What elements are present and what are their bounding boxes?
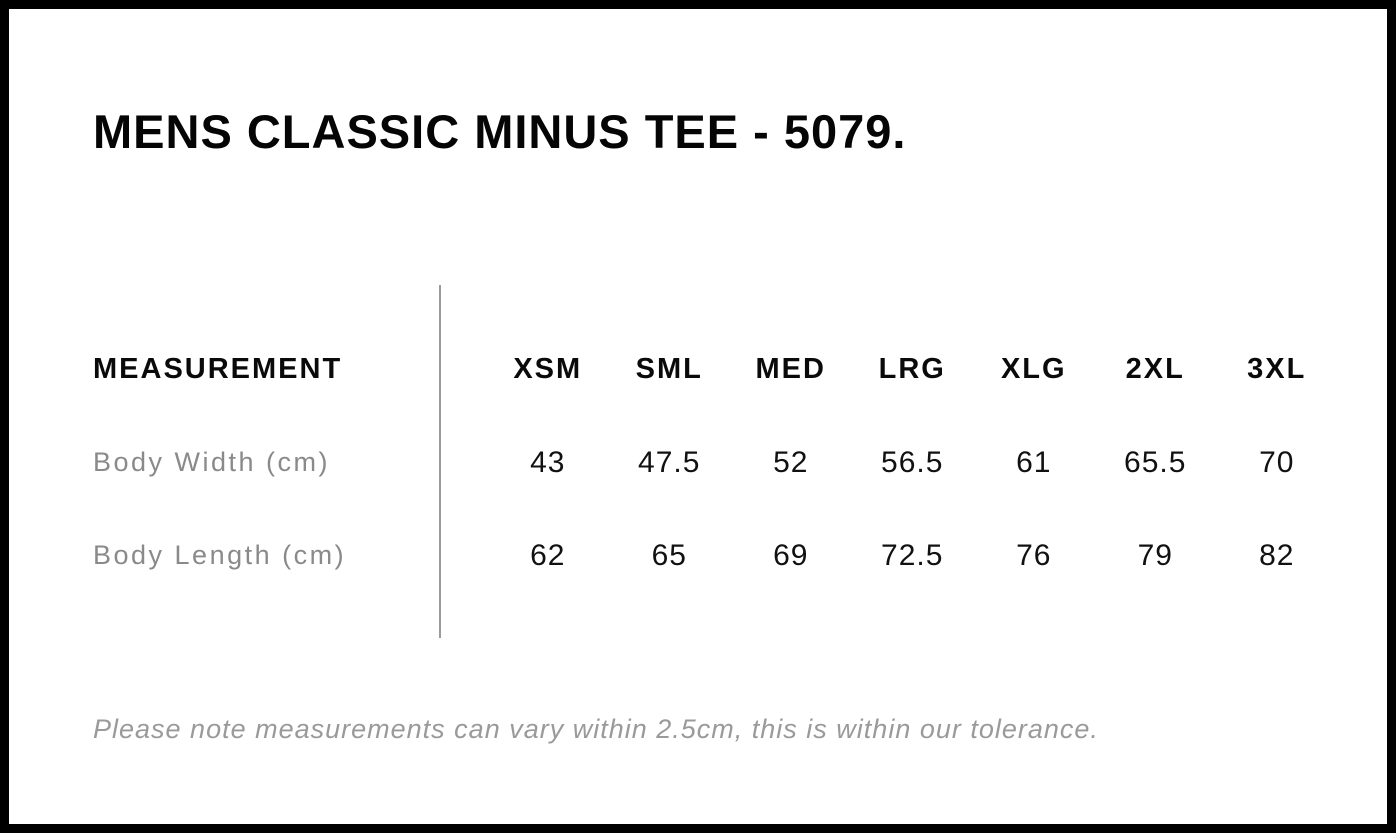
body-width-value-3xl: 70: [1259, 445, 1295, 479]
page-title: MENS CLASSIC MINUS TEE - 5079.: [93, 105, 907, 158]
size-column-header-sml: SML: [635, 353, 703, 385]
body-width-value-lrg: 56.5: [881, 445, 944, 479]
size-column-header-2xl: 2XL: [1125, 353, 1185, 385]
size-column-header-lrg: LRG: [878, 353, 946, 385]
tolerance-note: Please note measurements can vary within 2.5cm, this is within our tolerance.: [93, 714, 1099, 744]
body-width-value-sml: 47.5: [638, 445, 701, 479]
size-column-header-xsm: XSM: [513, 353, 583, 385]
table-row-body-width: [93, 416, 1338, 509]
row-label-body-length: Body Length (cm): [93, 540, 347, 570]
body-length-value-sml: 65: [651, 538, 687, 572]
body-length-value-3xl: 82: [1259, 538, 1295, 572]
body-length-value-lrg: 72.5: [881, 538, 944, 572]
table-row-body-length: [93, 509, 1338, 602]
body-length-value-2xl: 79: [1137, 538, 1173, 572]
vertical-divider: [439, 285, 441, 638]
size-column-header-med: MED: [755, 353, 826, 385]
body-width-value-2xl: 65.5: [1124, 445, 1187, 479]
size-column-header-3xl: 3XL: [1247, 353, 1307, 385]
row-label-body-width: Body Width (cm): [93, 447, 331, 477]
body-length-value-xlg: 76: [1016, 538, 1052, 572]
body-width-value-xsm: 43: [530, 445, 566, 479]
measurement-column-header: MEASUREMENT: [93, 353, 343, 385]
body-width-value-xlg: 61: [1016, 445, 1052, 479]
body-width-value-med: 52: [773, 445, 809, 479]
size-chart-table: [93, 285, 1338, 638]
size-column-header-xlg: XLG: [1000, 353, 1067, 385]
size-chart-header-row: [93, 323, 1338, 416]
body-length-value-xsm: 62: [530, 538, 566, 572]
body-length-value-med: 69: [773, 538, 809, 572]
